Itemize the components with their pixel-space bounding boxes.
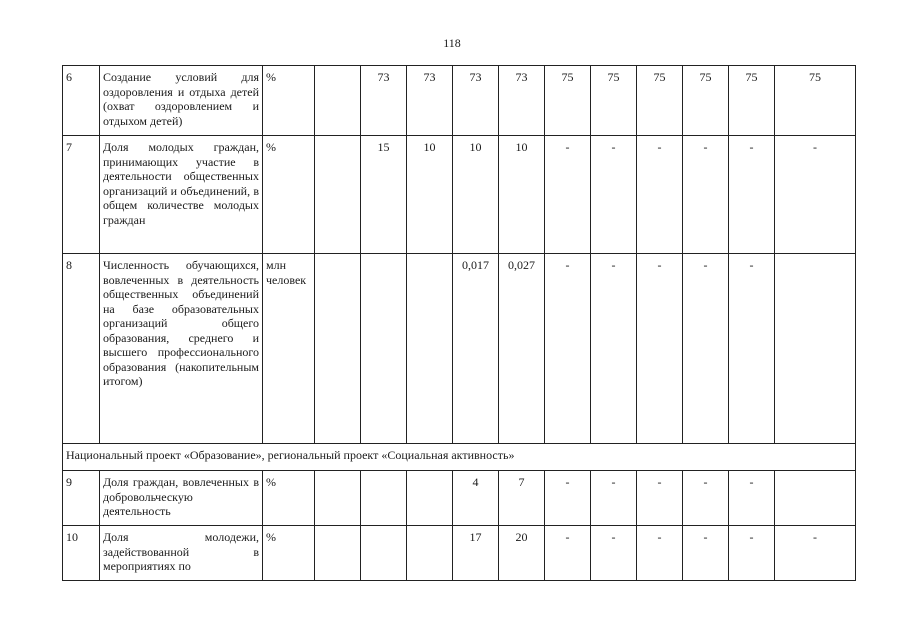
value-cell: - xyxy=(683,471,729,526)
value-cell: - xyxy=(637,136,683,254)
section-header: Национальный проект «Образование», региональный проект «Социальная активность» xyxy=(63,444,856,471)
section-row xyxy=(63,444,856,471)
value-cell: 75 xyxy=(775,66,856,136)
value-cell: - xyxy=(775,526,856,581)
value-cell xyxy=(361,471,407,526)
table-row xyxy=(63,136,856,254)
row-number: 6 xyxy=(63,66,100,136)
value-cell xyxy=(407,526,453,581)
value-cell xyxy=(775,471,856,526)
value-cell: - xyxy=(545,254,591,444)
unit-cell: % xyxy=(263,66,315,136)
indicator-name: Доля граждан, вовлеченных в добровольческую деятельность xyxy=(100,471,263,526)
value-cell: 75 xyxy=(683,66,729,136)
table-row xyxy=(63,254,856,444)
value-cell xyxy=(407,471,453,526)
indicator-name: Доля молодых граждан, принимающих участие в деятельности общественных организаций и объединений, в общем количестве молодых граждан xyxy=(100,136,263,254)
value-cell xyxy=(361,526,407,581)
value-cell: 73 xyxy=(361,66,407,136)
value-cell: - xyxy=(683,526,729,581)
table-row xyxy=(63,66,856,136)
value-cell: 10 xyxy=(407,136,453,254)
unit-cell: млн человек xyxy=(263,254,315,444)
value-cell: 15 xyxy=(361,136,407,254)
indicator-name: Создание условий для оздоровления и отдыха детей (охват оздоровлением и отдыхом детей) xyxy=(100,66,263,136)
value-cell: 20 xyxy=(499,526,545,581)
value-cell: 73 xyxy=(453,66,499,136)
row-number: 9 xyxy=(63,471,100,526)
value-cell: - xyxy=(545,136,591,254)
value-cell: 73 xyxy=(407,66,453,136)
page-number: 118 xyxy=(443,36,461,50)
value-cell: 7 xyxy=(499,471,545,526)
value-cell: 75 xyxy=(637,66,683,136)
table-body xyxy=(63,66,856,581)
row-number: 7 xyxy=(63,136,100,254)
value-cell: - xyxy=(545,526,591,581)
value-cell: - xyxy=(637,254,683,444)
row-number: 8 xyxy=(63,254,100,444)
value-cell: - xyxy=(637,471,683,526)
indicator-name: Доля молодежи, задействованной в мероприятиях по xyxy=(100,526,263,581)
value-cell: 75 xyxy=(591,66,637,136)
row-number: 10 xyxy=(63,526,100,581)
value-cell xyxy=(315,471,361,526)
value-cell: 0,027 xyxy=(499,254,545,444)
value-cell: 73 xyxy=(499,66,545,136)
value-cell: - xyxy=(591,471,637,526)
table-row xyxy=(63,526,856,581)
value-cell: - xyxy=(591,136,637,254)
value-cell: - xyxy=(545,471,591,526)
unit-cell: % xyxy=(263,136,315,254)
value-cell: 10 xyxy=(453,136,499,254)
value-cell: - xyxy=(729,471,775,526)
value-cell: 75 xyxy=(729,66,775,136)
table-row xyxy=(63,471,856,526)
value-cell: - xyxy=(591,526,637,581)
value-cell: - xyxy=(729,136,775,254)
value-cell: - xyxy=(637,526,683,581)
value-cell: 4 xyxy=(453,471,499,526)
value-cell: - xyxy=(591,254,637,444)
unit-cell: % xyxy=(263,526,315,581)
unit-cell: % xyxy=(263,471,315,526)
indicators-table xyxy=(62,65,856,581)
value-cell: 0,017 xyxy=(453,254,499,444)
value-cell: - xyxy=(775,136,856,254)
value-cell: - xyxy=(683,254,729,444)
value-cell: 75 xyxy=(545,66,591,136)
value-cell xyxy=(315,526,361,581)
value-cell xyxy=(775,254,856,444)
value-cell xyxy=(315,136,361,254)
value-cell: - xyxy=(729,526,775,581)
value-cell: 10 xyxy=(499,136,545,254)
value-cell: 17 xyxy=(453,526,499,581)
indicator-name: Численность обучающихся, вовлеченных в деятельность общественных объединений на базе образовательных организаций общего образования, среднего и высшего профессионального образования (накопительным итогом) xyxy=(100,254,263,444)
value-cell xyxy=(315,254,361,444)
value-cell: - xyxy=(683,136,729,254)
value-cell xyxy=(315,66,361,136)
value-cell: - xyxy=(729,254,775,444)
value-cell xyxy=(361,254,407,444)
value-cell xyxy=(407,254,453,444)
